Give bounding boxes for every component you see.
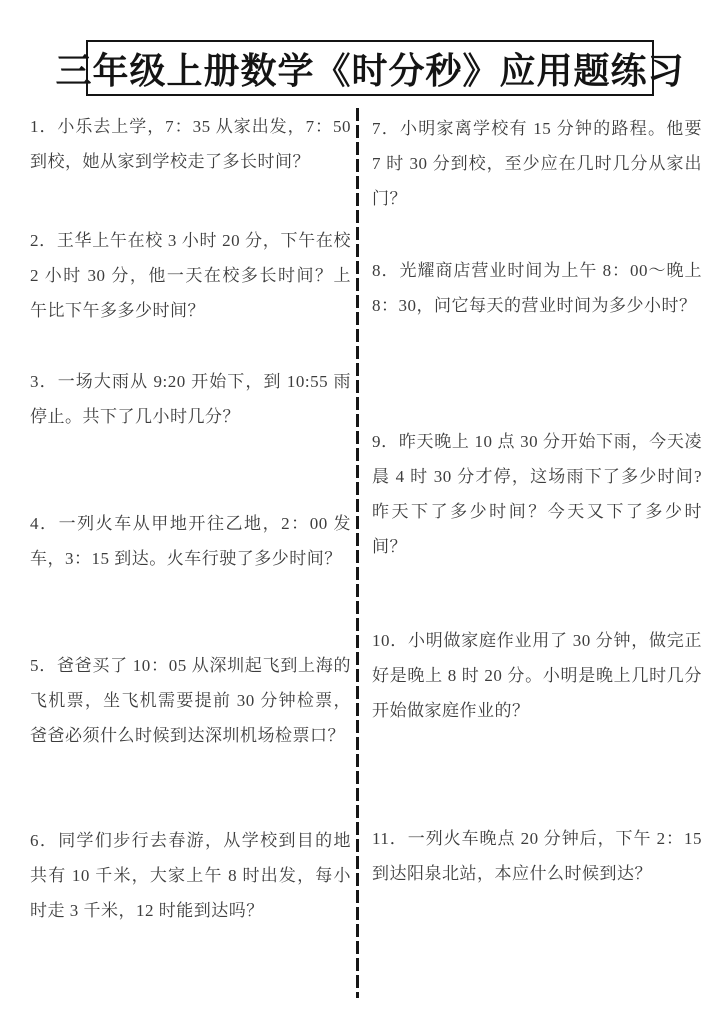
problem-3: 3．一场大雨从 9:20 开始下，到 10:55 雨停止。共下了几小时几分？: [30, 372, 351, 426]
page-title: 三年级上册数学《时分秒》应用题练习: [55, 49, 685, 91]
column-divider-dashed-line: [356, 108, 359, 998]
problem-11: 11．一列火车晚点 20 分钟后，下午 2：15 到达阳泉北站，本应什么时候到达？: [372, 829, 702, 883]
problem-5: 5．爸爸买了 10：05 从深圳起飞到上海的飞机票，坐飞机需要提前 30 分钟检票，爸爸必须什么时候到达深圳机场检票口？: [30, 656, 351, 745]
problem-1: 1．小乐去上学，7：35 从家出发，7：50 到校，她从家到学校走了多长时间？: [30, 117, 351, 171]
problem-7: 7．小明家离学校有 15 分钟的路程。他要 7 时 30 分到校，至少应在几时几分从家出门？: [372, 119, 702, 208]
problem-4: 4．一列火车从甲地开往乙地，2：00 发车，3：15 到达。火车行驶了多少时间？: [30, 514, 351, 568]
problem-10: 10．小明做家庭作业用了 30 分钟，做完正好是晚上 8 时 20 分。小明是晚上几时几分开始做家庭作业的？: [372, 631, 702, 720]
problem-6: 6．同学们步行去春游，从学校到目的地共有 10 千米，大家上午 8 时出发，每小时走 3 千米，12 时能到达吗？: [30, 831, 351, 920]
problem-9: 9．昨天晚上 10 点 30 分开始下雨，今天凌晨 4 时 30 分才停，这场雨下了多少时间?昨天下了多少时间？今天又下了多少时间？: [372, 432, 702, 556]
problem-8: 8．光耀商店营业时间为上午 8：00～晚上 8：30，问它每天的营业时间为多少小时？: [372, 261, 702, 315]
problem-2: 2．王华上午在校 3 小时 20 分，下午在校 2 小时 30 分，他一天在校多长时间？上午比下午多多少时间？: [30, 231, 351, 320]
worksheet-title-box: [55, 40, 685, 96]
